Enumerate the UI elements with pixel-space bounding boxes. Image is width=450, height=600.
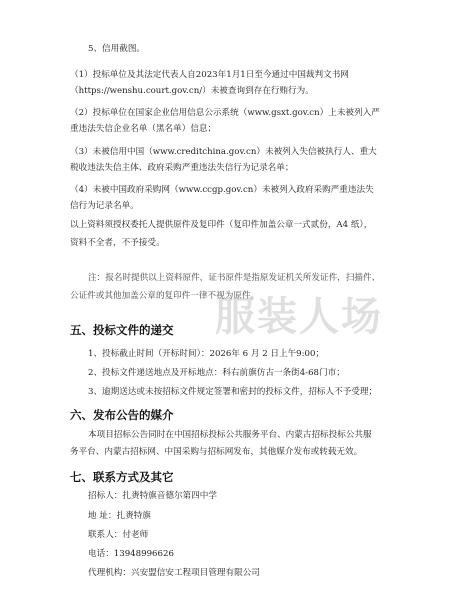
phone: 电话：13948996626 bbox=[88, 549, 174, 559]
section-5-heading: 五、投标文件的递交 bbox=[70, 323, 174, 337]
section-6-line-2: 务平台、内蒙古招标网、中国采购与招标网发布，其他媒介发布或转载无效。 bbox=[70, 447, 363, 457]
copies-requirement-line-1: 以上资料须授权委托人提供原件及复印件（复印件加盖公章一式贰份，A4 纸）， bbox=[70, 220, 373, 230]
address: 地 址：扎赉特旗 bbox=[88, 511, 151, 521]
section-5-line-1: 1、投标截止时间（开标时间）：2026年 6 月 2 日上午9:00； bbox=[88, 349, 325, 359]
credit-item-1-line-1: （1）投标单位及其法定代表人自2023年1月1日至今通过中国裁判文书网 bbox=[70, 70, 349, 80]
contact-person: 联系人：付老师 bbox=[88, 530, 149, 540]
copies-requirement-line-2: 资料不全者，不予接受。 bbox=[70, 238, 165, 248]
credit-item-3-line-2: 税收违法失信主体、政府采购严重违法失信行为记录名单； bbox=[70, 163, 294, 173]
credit-item-4-line-1: （4）未被中国政府采购网（www.ccgp.gov.cn）未被列入政府采购严重违法失 bbox=[70, 185, 374, 195]
watermark: 服装人场 bbox=[215, 294, 383, 340]
section-6-line-1: 本项目招标公告同时在中国招标投标公共服务平台、内蒙古招标投标公共服 bbox=[88, 430, 372, 440]
note-line-2: 公证件或其他加盖公章的复印件一律不视为原件。 bbox=[70, 291, 260, 301]
credit-item-4-line-2: 信行为记录名单。 bbox=[70, 201, 139, 211]
section-7-heading: 七、联系方式及其它 bbox=[70, 470, 174, 484]
credit-item-3-line-1: （3）未被信用中国（www.creditchina.gov.cn）未被列入失信被执行人、重大 bbox=[70, 147, 377, 157]
credit-item-2-line-2: 重违法失信企业名单（黑名单）信息； bbox=[70, 124, 217, 134]
section-5-line-3: 3、逾期送达或未按招标文件规定签署和密封的投标文件，招标人不予受理； bbox=[88, 387, 378, 397]
note-line-1: 注：报名时提供以上资料原件，证书原件是指原发证机关所发证件，扫描件、 bbox=[88, 273, 381, 283]
tenderer: 招标人：扎赉特旗音德尔第四中学 bbox=[88, 491, 217, 501]
credit-item-2-line-1: （2）投标单位在国家企业信用信息公示系统（www.gsxt.gov.cn）上未被列入严 bbox=[70, 108, 380, 118]
section-5-line-2: 2、投标文件递送地点及开标地点：科右前旗仿古一条街4-68门市； bbox=[88, 368, 345, 378]
agency: 代理机构：兴安盟信安工程项目管理有限公司 bbox=[88, 568, 260, 578]
credit-item-1-line-2: （https://wenshu.court.gov.cn/）未被查询到存在行贿行为。 bbox=[70, 86, 314, 96]
credit-title: 5、信用截图。 bbox=[88, 44, 146, 54]
section-6-heading: 六、发布公告的媒介 bbox=[70, 408, 174, 422]
